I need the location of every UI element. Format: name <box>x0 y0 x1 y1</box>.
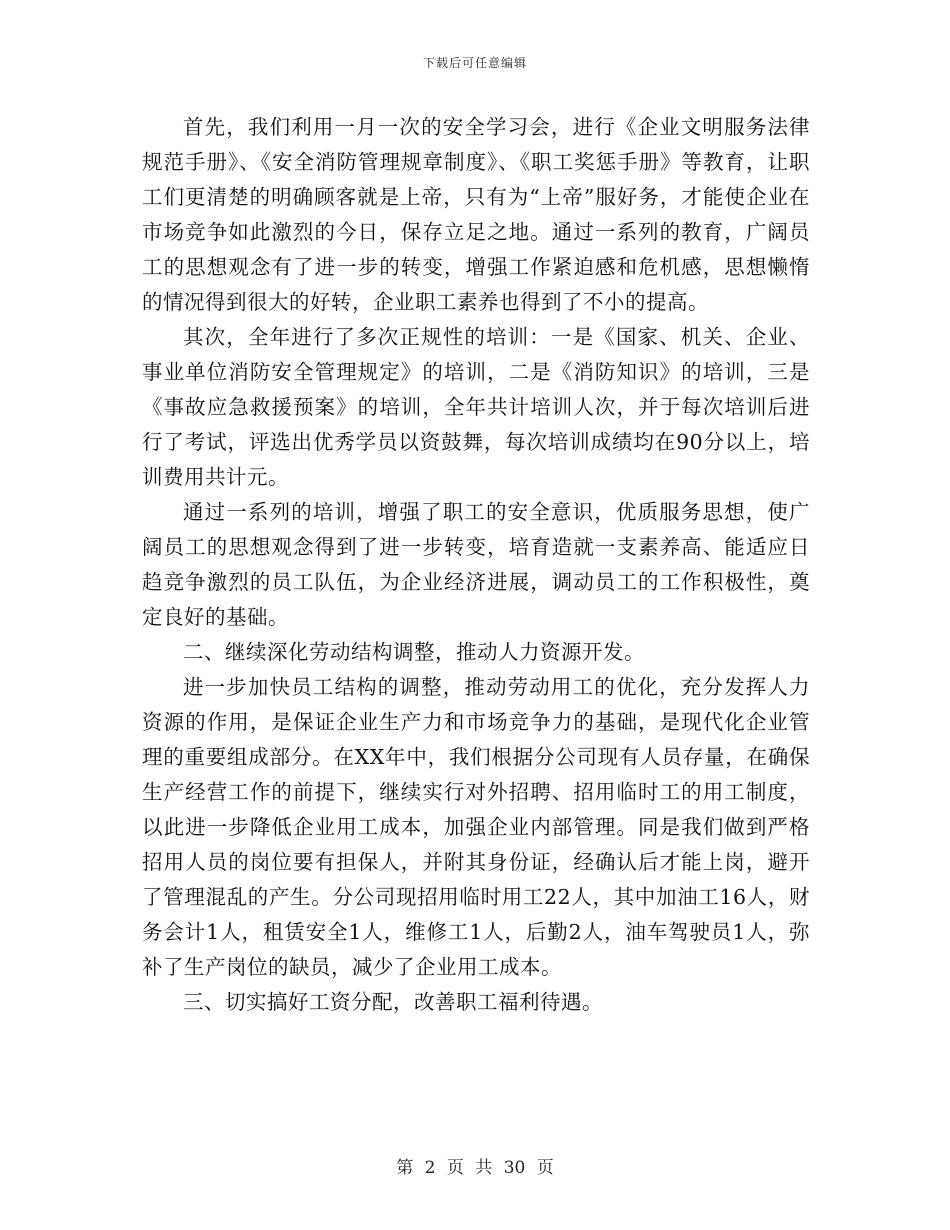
paragraph-training-result: 通过一系列的培训，增强了职工的安全意识，优质服务思想，使广阔员工的思想观念得到了进一步转变，培育造就一支素养高、能适应日趋竞争激烈的员工队伍，为企业经济进展，调动员工的工作积极性，奠定良好的基础。 <box>142 500 810 629</box>
page-footer: 第 2 页 共 30 页 <box>396 1158 554 1178</box>
page-header: 下载后可任意编辑 <box>422 56 527 70</box>
document-body <box>142 110 810 1020</box>
paragraph-education: 首先，我们利用一月一次的安全学习会，进行《企业文明服务法律规范手册》、《安全消防管理规章制度》、《职工奖惩手册》等教育，让职工们更清楚的明确顾客就是上帝，只有为“上帝”服好务，才能使企业在市场竞争如此激烈的今日，保存立足之地。通过一系列的教育，广阔员工的思想观念有了进一步的转变，增强工作紧迫感和危机感，思想懒惰的情况得到很大的好转，企业职工素养也得到了不小的提高。 <box>142 115 810 314</box>
section-heading-3: 三、切实搞好工资分配，改善职工福利待遇。 <box>183 990 603 1014</box>
paragraph-training: 其次，全年进行了多次正规性的培训：一是《国家、机关、企业、事业单位消防安全管理规定》的培训，二是《消防知识》的培训，三是《事故应急救援预案》的培训，全年共计培训人次，并于每次培训后进行了考试，评选出优秀学员以资鼓舞，每次培训成绩均在90分以上，培训费用共计元。 <box>142 325 810 489</box>
section-heading-2: 二、继续深化劳动结构调整，推动人力资源开发。 <box>183 640 645 664</box>
paragraph-labor-structure: 进一步加快员工结构的调整，推动劳动用工的优化，充分发挥人力资源的作用，是保证企业生产力和市场竞争力的基础，是现代化企业管理的重要组成部分。在XX年中，我们根据分公司现有人员存量，在确保生产经营工作的前提下，继续实行对外招聘、招用临时工的用工制度，以此进一步降低企业用工成本，加强企业内部管理。同是我们做到严格招用人员的岗位要有担保人，并附其身份证，经确认后才能上岗，避开了管理混乱的产生。分公司现招用临时用工22人，其中加油工16人，财务会计1人，租赁安全1人，维修工1人，后勤2人，油车驾驶员1人，弥补了生产岗位的缺员，减少了企业用工成本。 <box>142 675 810 979</box>
